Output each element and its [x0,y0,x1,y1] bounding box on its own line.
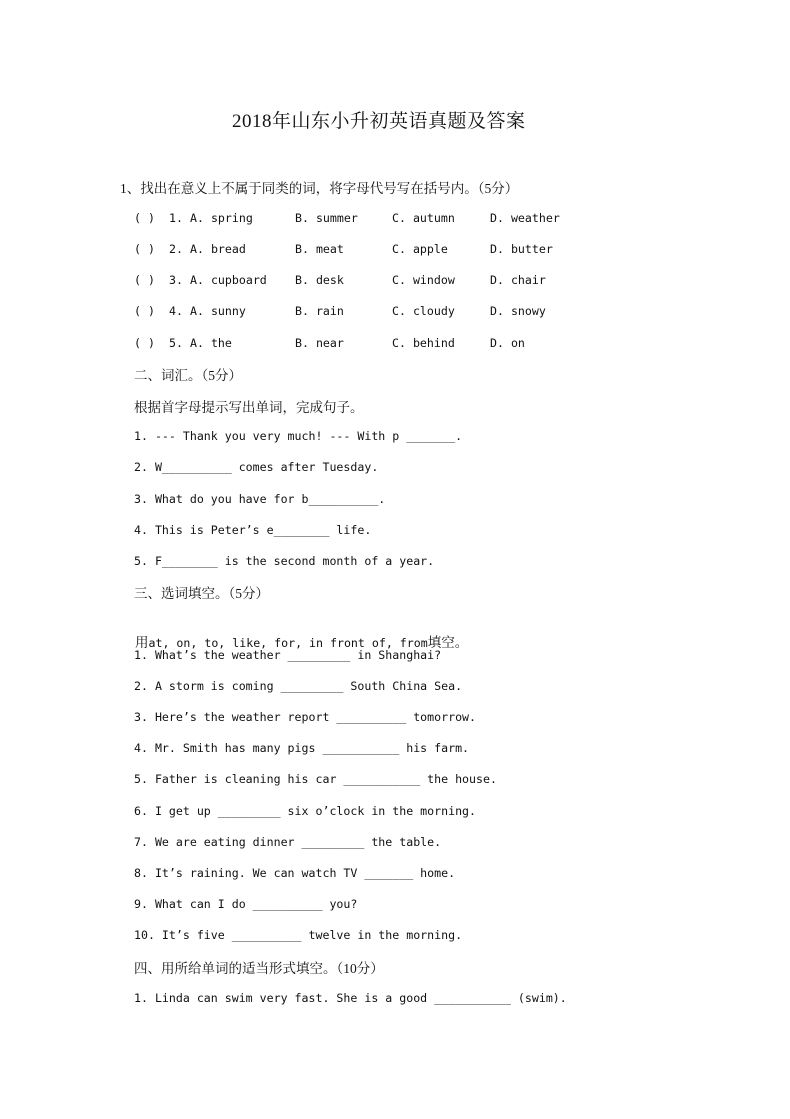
option-b: B. near [295,336,344,350]
section3-instruction [127,613,468,652]
instruction-words: at, on, to, like, for, in front of, from [148,636,428,650]
section3-item: 2. A storm is coming _________ South China Sea. [134,679,463,693]
answer-bracket: ( ) [134,304,155,318]
option-a: A. cupboard [190,273,267,287]
option-b: B. desk [295,273,344,287]
section4-item: 1. Linda can swim very fast. She is a good ___________ (swim). [134,991,567,1005]
item-number: 2. [169,242,183,256]
section3-item: 1. What’s the weather _________ in Shanghai? [134,648,442,662]
option-b: B. rain [295,304,344,318]
section3-item: 8. It’s raining. We can watch TV _______ home. [134,866,456,880]
section1-heading: 1、找出在意义上不属于同类的词，将字母代号写在括号内。（5分） [120,181,519,196]
section3-item: 7. We are eating dinner _________ the table. [134,835,442,849]
option-d: D. butter [490,242,553,256]
instruction-prefix: 用 [135,635,149,650]
section3-item: 6. I get up _________ six o’clock in the morning. [134,804,477,818]
option-d: D. snowy [490,304,546,318]
section3-heading: 三、选词填空。（5分） [134,586,269,601]
section2-instruction: 根据首字母提示写出单词，完成句子。 [134,400,364,415]
option-c: C. behind [392,336,455,350]
section3-item: 10. It’s five __________ twelve in the morning. [134,928,463,942]
section3-item: 3. Here’s the weather report __________ tomorrow. [134,710,477,724]
item-number: 1. [169,211,183,225]
option-d: D. chair [490,273,546,287]
item-number: 4. [169,304,183,318]
option-c: C. cloudy [392,304,455,318]
option-c: C. window [392,273,455,287]
option-c: C. apple [392,242,448,256]
option-b: B. summer [295,211,358,225]
option-a: A. spring [190,211,253,225]
item-number: 5. [169,336,183,350]
option-a: A. sunny [190,304,246,318]
instruction-suffix: 填空。 [427,635,469,650]
section2-item: 3. What do you have for b__________. [134,492,386,506]
item-number: 3. [169,273,183,287]
option-d: D. on [490,336,525,350]
answer-bracket: ( ) [134,336,155,350]
section2-item: 5. F________ is the second month of a year. [134,554,435,568]
option-d: D. weather [490,211,560,225]
section2-item: 2. W__________ comes after Tuesday. [134,460,379,474]
section4-heading: 四、用所给单词的适当形式填空。（10分） [134,961,384,976]
option-a: A. the [190,336,232,350]
option-b: B. meat [295,242,344,256]
answer-bracket: ( ) [134,242,155,256]
answer-bracket: ( ) [134,211,155,225]
section3-item: 4. Mr. Smith has many pigs ___________ his farm. [134,741,470,755]
page-title: 2018年山东小升初英语真题及答案 [232,111,526,132]
section2-item: 4. This is Peter’s e________ life. [134,523,372,537]
section2-heading: 二、词汇。（5分） [134,368,242,383]
answer-bracket: ( ) [134,273,155,287]
option-a: A. bread [190,242,246,256]
option-c: C. autumn [392,211,455,225]
section2-item: 1. --- Thank you very much! --- With p _______. [134,429,463,443]
section3-item: 9. What can I do __________ you? [134,897,358,911]
section3-item: 5. Father is cleaning his car ___________ the house. [134,772,497,786]
